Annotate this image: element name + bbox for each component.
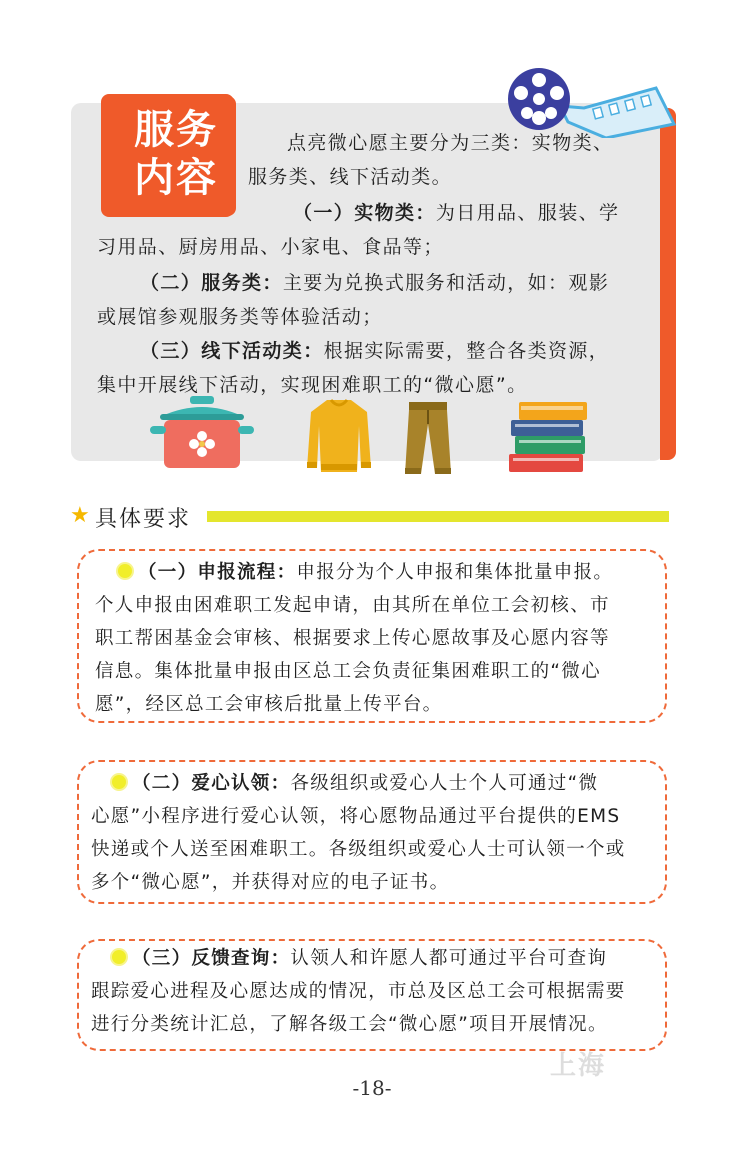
item3-text1: 根据实际需要，整合各类资源， [323, 340, 610, 362]
box3-line3: 进行分类统计汇总，了解各级工会“微心愿”项目开展情况。 [91, 1014, 608, 1035]
star-icon: ★ [70, 503, 90, 528]
heading-highlight-bar [207, 511, 669, 522]
watermark: 上海 [550, 1051, 607, 1081]
item2-text1: 主要为兑换式服务和活动，如：观影 [282, 272, 610, 294]
section-heading: 具体要求 [95, 507, 192, 532]
trousers-icon [405, 402, 451, 474]
intro-line1: 点亮微心愿主要分为三类：实物类、 [287, 132, 614, 154]
card-accent-edge [660, 108, 676, 460]
box3-line2: 跟踪爱心进程及心愿达成的情况，市总及区总工会可根据需要 [91, 981, 626, 1002]
box1-line5: 愿”，经区总工会审核后批量上传平台。 [95, 694, 443, 715]
box2-line3: 快递或个人送至困难职工。各级组织或爱心人士可认领一个或 [91, 839, 626, 860]
books-icon [509, 402, 589, 474]
sweater-icon [307, 398, 371, 474]
page-number: -18- [352, 1076, 392, 1100]
box2-line1 [112, 768, 598, 800]
item3-head: （三）线下活动类： [140, 340, 324, 362]
item1-line2: 习用品、厨房用品、小家电、食品等； [97, 236, 444, 258]
box1-line1 [118, 557, 613, 589]
item2-line2: 或展馆参观服务类等体验活动； [97, 306, 383, 328]
bullet-dot-icon [118, 564, 132, 578]
box1-line3: 职工帮困基金会审核、根据要求上传心愿故事及心愿内容等 [95, 628, 610, 649]
item1-line1 [293, 196, 619, 230]
intro-line2: 服务类、线下活动类。 [248, 166, 453, 188]
box1-text1: 申报分为个人申报和集体批量申报。 [296, 562, 614, 583]
item3-line2: 集中开展线下活动，实现困难职工的“微心愿”。 [97, 374, 528, 396]
box2-head: （二）爱心认领： [132, 773, 291, 794]
box1-line2: 个人申报由困难职工发起申请，由其所在单位工会初核、市 [95, 595, 610, 616]
item2-line1 [140, 266, 609, 300]
cooking-pot-icon [150, 396, 254, 472]
item3-line1 [140, 334, 609, 368]
item2-head: （二）服务类： [140, 272, 283, 294]
box3-head: （三）反馈查询： [132, 948, 291, 969]
item1-text1: 为日用品、服装、学 [435, 202, 620, 224]
bullet-dot-icon [112, 775, 126, 789]
box2-line2: 心愿”小程序进行爱心认领，将心愿物品通过平台提供的EMS [91, 806, 621, 827]
service-title-line2: 内容 [134, 155, 218, 201]
item1-head: （一）实物类： [293, 202, 436, 224]
box3-text1: 认领人和许愿人都可通过平台可查询 [290, 948, 608, 969]
box1-head: （一）申报流程： [138, 562, 297, 583]
service-title-line1: 服务 [134, 107, 218, 153]
box2-line4: 多个“微心愿”，并获得对应的电子证书。 [91, 872, 450, 893]
box3-line1 [112, 943, 607, 975]
service-title [116, 96, 236, 216]
box2-text1: 各级组织或爱心人士个人可通过“微 [290, 773, 599, 794]
box1-line4: 信息。集体批量申报由区总工会负责征集困难职工的“微心 [95, 661, 601, 682]
bullet-dot-icon [112, 950, 126, 964]
